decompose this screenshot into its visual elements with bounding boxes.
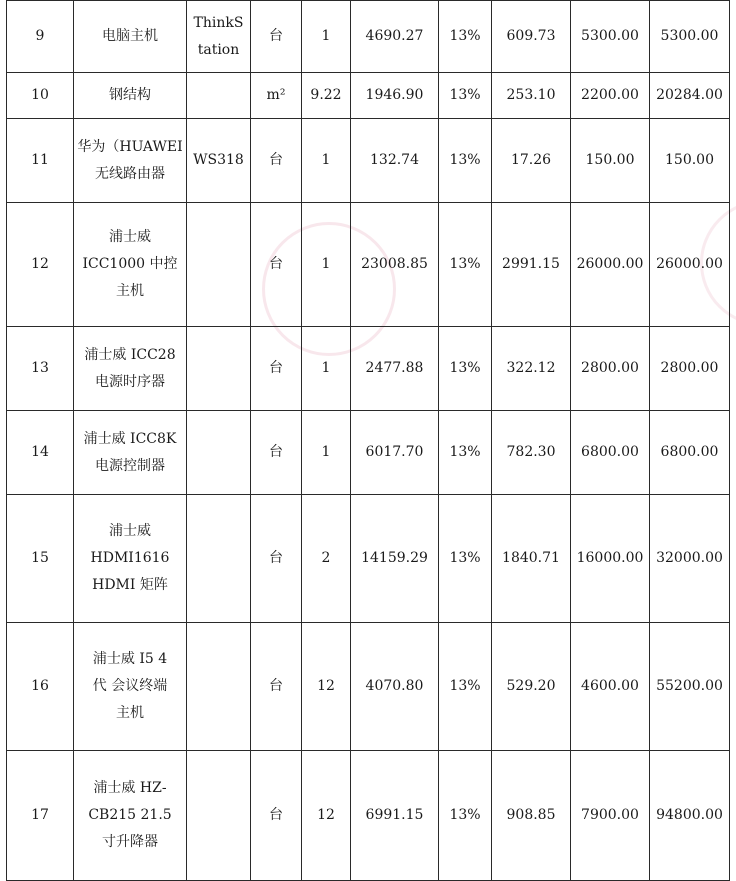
- item-unit: 台: [251, 411, 302, 495]
- item-name: 浦士威 ICC1000 中控 主机: [74, 203, 187, 327]
- item-net-amount: 14159.29: [351, 495, 439, 623]
- item-model: [187, 73, 251, 119]
- item-tax-rate: 13%: [439, 411, 492, 495]
- item-tax-amount: 322.12: [492, 327, 571, 411]
- item-total: 32000.00: [650, 495, 730, 623]
- item-unit: 台: [251, 623, 302, 751]
- table-body: [7, 1, 730, 881]
- item-quantity: 1: [302, 203, 351, 327]
- item-model: [187, 327, 251, 411]
- item-quantity: 1: [302, 327, 351, 411]
- item-name: 华为（HUAWEI 无线路由器: [74, 119, 187, 203]
- item-total: 6800.00: [650, 411, 730, 495]
- table-row: [7, 327, 730, 411]
- row-index: 15: [7, 495, 74, 623]
- item-tax-amount: 1840.71: [492, 495, 571, 623]
- item-quantity: 12: [302, 751, 351, 881]
- item-quantity: 12: [302, 623, 351, 751]
- row-index: 17: [7, 751, 74, 881]
- item-net-amount: 132.74: [351, 119, 439, 203]
- item-unit-price: 4600.00: [571, 623, 650, 751]
- item-quantity: 1: [302, 119, 351, 203]
- item-tax-rate: 13%: [439, 1, 492, 73]
- item-unit-price: 150.00: [571, 119, 650, 203]
- item-model: WS318: [187, 119, 251, 203]
- item-net-amount: 1946.90: [351, 73, 439, 119]
- item-net-amount: 23008.85: [351, 203, 439, 327]
- item-unit-price: 26000.00: [571, 203, 650, 327]
- item-quantity: 9.22: [302, 73, 351, 119]
- item-tax-rate: 13%: [439, 623, 492, 751]
- item-tax-amount: 2991.15: [492, 203, 571, 327]
- item-total: 2800.00: [650, 327, 730, 411]
- table-row: [7, 1, 730, 73]
- item-net-amount: 6017.70: [351, 411, 439, 495]
- item-name: 浦士威 I5 4 代 会议终端 主机: [74, 623, 187, 751]
- item-tax-rate: 13%: [439, 495, 492, 623]
- item-tax-rate: 13%: [439, 73, 492, 119]
- item-name: 浦士威 HZ- CB215 21.5 寸升降器: [74, 751, 187, 881]
- item-tax-amount: 908.85: [492, 751, 571, 881]
- item-tax-amount: 17.26: [492, 119, 571, 203]
- table-row: [7, 495, 730, 623]
- table-row: [7, 411, 730, 495]
- item-unit-price: 16000.00: [571, 495, 650, 623]
- item-tax-rate: 13%: [439, 327, 492, 411]
- item-model: [187, 623, 251, 751]
- row-index: 13: [7, 327, 74, 411]
- item-net-amount: 2477.88: [351, 327, 439, 411]
- item-unit: 台: [251, 1, 302, 73]
- row-index: 16: [7, 623, 74, 751]
- item-total: 20284.00: [650, 73, 730, 119]
- table-row: [7, 73, 730, 119]
- item-total: 94800.00: [650, 751, 730, 881]
- row-index: 11: [7, 119, 74, 203]
- item-unit: m²: [251, 73, 302, 119]
- item-tax-amount: 253.10: [492, 73, 571, 119]
- item-tax-amount: 782.30: [492, 411, 571, 495]
- item-model: [187, 495, 251, 623]
- item-unit: 台: [251, 495, 302, 623]
- item-name: 浦士威 ICC8K 电源控制器: [74, 411, 187, 495]
- item-total: 150.00: [650, 119, 730, 203]
- item-net-amount: 4690.27: [351, 1, 439, 73]
- item-tax-rate: 13%: [439, 119, 492, 203]
- item-total: 5300.00: [650, 1, 730, 73]
- item-name: 电脑主机: [74, 1, 187, 73]
- item-total: 26000.00: [650, 203, 730, 327]
- item-model: [187, 751, 251, 881]
- table-row: [7, 623, 730, 751]
- item-name: 浦士威 ICC28 电源时序器: [74, 327, 187, 411]
- row-index: 9: [7, 1, 74, 73]
- item-net-amount: 6991.15: [351, 751, 439, 881]
- item-unit: 台: [251, 751, 302, 881]
- table-row: [7, 751, 730, 881]
- row-index: 14: [7, 411, 74, 495]
- item-unit-price: 6800.00: [571, 411, 650, 495]
- item-tax-amount: 609.73: [492, 1, 571, 73]
- item-unit: 台: [251, 203, 302, 327]
- item-unit: 台: [251, 327, 302, 411]
- item-unit-price: 2800.00: [571, 327, 650, 411]
- item-name: 钢结构: [74, 73, 187, 119]
- item-tax-amount: 529.20: [492, 623, 571, 751]
- invoice-items-table: [6, 0, 730, 881]
- table-row: [7, 119, 730, 203]
- item-unit-price: 2200.00: [571, 73, 650, 119]
- item-quantity: 1: [302, 411, 351, 495]
- item-net-amount: 4070.80: [351, 623, 439, 751]
- item-total: 55200.00: [650, 623, 730, 751]
- item-model: ThinkS tation: [187, 1, 251, 73]
- item-name: 浦士威 HDMI1616 HDMI 矩阵: [74, 495, 187, 623]
- item-unit: 台: [251, 119, 302, 203]
- item-tax-rate: 13%: [439, 203, 492, 327]
- item-unit-price: 5300.00: [571, 1, 650, 73]
- item-quantity: 1: [302, 1, 351, 73]
- item-tax-rate: 13%: [439, 751, 492, 881]
- row-index: 12: [7, 203, 74, 327]
- row-index: 10: [7, 73, 74, 119]
- table-row: [7, 203, 730, 327]
- item-unit-price: 7900.00: [571, 751, 650, 881]
- item-model: [187, 411, 251, 495]
- item-quantity: 2: [302, 495, 351, 623]
- item-model: [187, 203, 251, 327]
